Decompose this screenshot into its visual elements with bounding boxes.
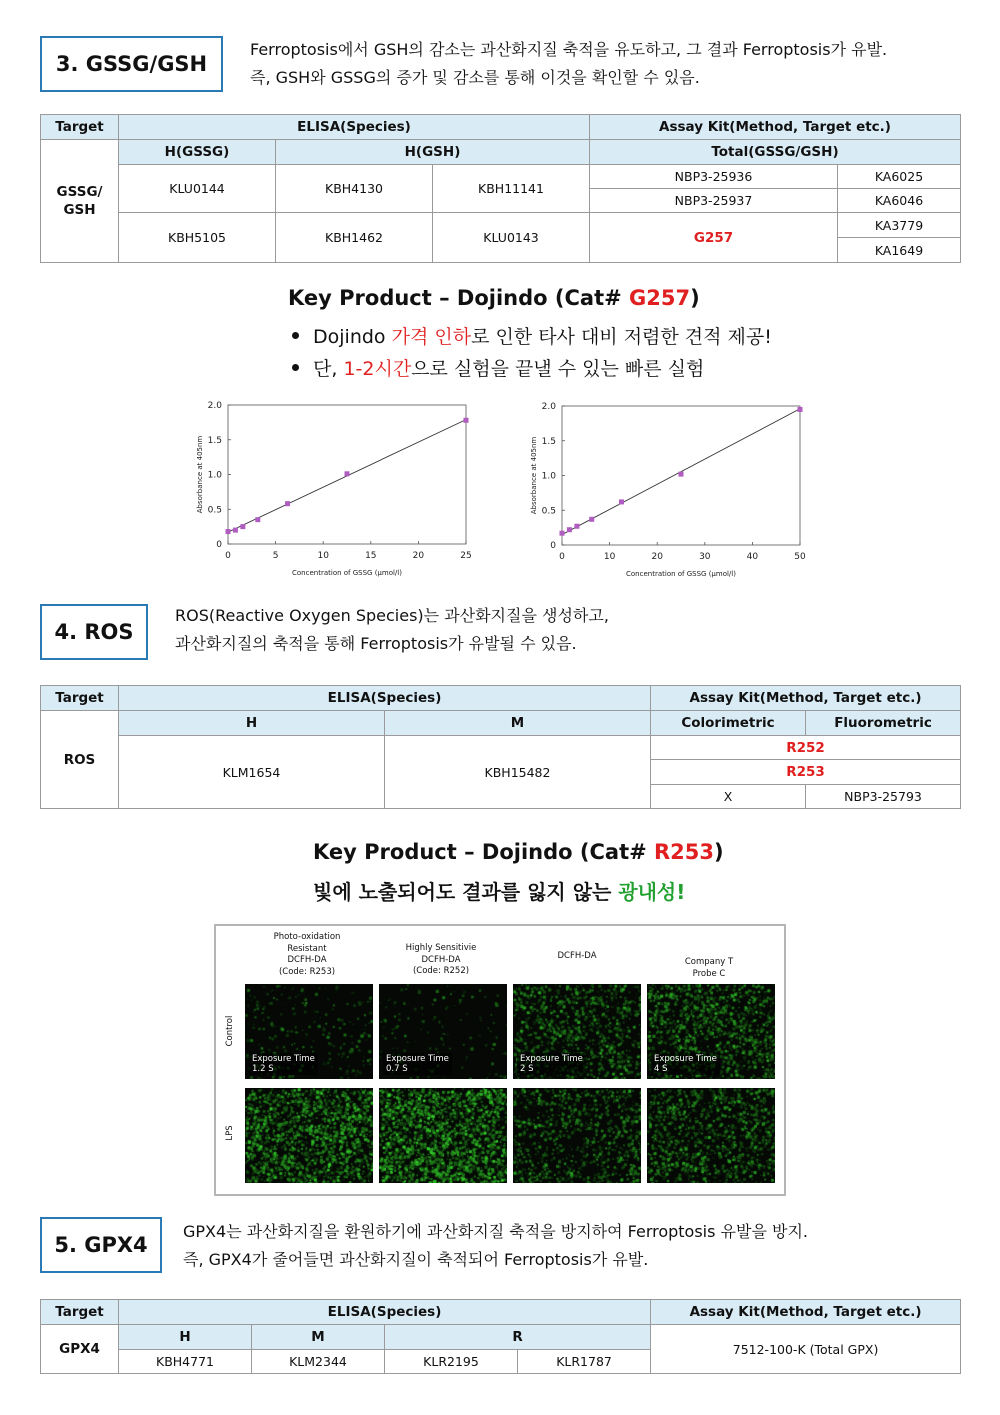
bullet-dot-icon — [292, 364, 299, 371]
th-m: M — [385, 711, 651, 736]
y-tick-label: 0 — [550, 541, 556, 551]
table-gpx4 — [40, 1299, 961, 1374]
y-tick-label: 1.0 — [207, 470, 222, 481]
table-cell: KBH15482 — [385, 736, 651, 809]
exposure-label: Exposure Time 0.7 S — [383, 1053, 452, 1075]
key-product-title-2 — [313, 840, 724, 864]
data-point — [233, 528, 238, 533]
section-title-gssg — [40, 36, 223, 92]
table-cell: NBP3-25937 — [590, 189, 838, 213]
key-product-title-1 — [288, 286, 700, 310]
kp2-title-cat: R253 — [654, 840, 715, 864]
key-product-subtitle-2 — [313, 876, 685, 905]
table-cell-r252: R252 — [651, 736, 961, 760]
kp1-bullet-2 — [292, 354, 704, 381]
td-target-gssg: GSSG/ GSH — [41, 140, 119, 263]
th-target: Target — [41, 1300, 119, 1325]
table-gssg — [40, 114, 961, 263]
kp1-title-post: ) — [690, 286, 700, 310]
table-cell: KBH11141 — [433, 165, 590, 213]
y-axis-label: Absorbance at 405nm — [530, 436, 538, 515]
section-desc-gpx4 — [183, 1218, 808, 1274]
b2-post: 으로 실험을 끝낼 수 있는 빠른 실험 — [411, 358, 705, 380]
table-cell: KA6046 — [838, 189, 961, 213]
b1-hl: 가격 인하 — [391, 326, 472, 348]
table-ros — [40, 685, 961, 809]
table-cell-r253: R253 — [651, 760, 961, 785]
fluorescence-figure — [214, 924, 786, 1196]
micrograph-panel — [245, 1088, 373, 1183]
th-elisa: ELISA(Species) — [119, 115, 590, 140]
x-tick-label: 25 — [460, 551, 472, 561]
x-tick-label: 15 — [365, 551, 377, 561]
table-cell: KLM1654 — [119, 736, 385, 809]
section-desc-ros — [175, 602, 609, 658]
desc-line-2: 즉, GPX4가 줄어들면 과산화지질이 축적되어 Ferroptosis가 유발. — [183, 1250, 649, 1269]
table-cell: KLR1787 — [518, 1350, 651, 1374]
x-tick-label: 50 — [794, 552, 806, 562]
table-cell: KLR2195 — [385, 1350, 518, 1374]
section-title-gssg-text: 3. GSSG/GSH — [55, 52, 208, 76]
table-cell: NBP3-25936 — [590, 165, 838, 189]
micrograph-panel — [513, 984, 641, 1079]
td-target-gpx4: GPX4 — [41, 1325, 119, 1374]
data-point — [560, 531, 565, 536]
y-tick-label: 0.5 — [207, 505, 222, 516]
data-point — [285, 501, 290, 506]
fig-col-label: Photo-oxidation Resistant DCFH-DA (Code: R253) — [273, 932, 341, 977]
table-cell: 7512-100-K (Total GPX) — [651, 1325, 961, 1374]
kp2-title-pre: Key Product – Dojindo (Cat# — [313, 840, 655, 864]
desc-line-2: 즉, GSH와 GSSG의 증가 및 감소를 통해 이것을 확인할 수 있음. — [250, 68, 700, 87]
table-cell: KA1649 — [838, 238, 961, 263]
x-tick-label: 30 — [699, 552, 711, 562]
section-title-gpx4 — [40, 1217, 162, 1273]
desc-line-1: GPX4는 과산화지질을 환원하기에 과산화지질 축적을 방지하여 Ferroptosis 유발을 방지. — [183, 1222, 809, 1241]
exposure-label: Exposure Time 1.2 S — [249, 1053, 318, 1075]
table-cell: KLM2344 — [252, 1350, 385, 1374]
x-tick-label: 5 — [272, 551, 279, 561]
table-cell: KBH1462 — [276, 213, 433, 263]
table-cell: KLU0144 — [119, 165, 276, 213]
th-target: Target — [41, 686, 119, 711]
data-point — [798, 407, 803, 412]
fig-col-label: DCFH-DA — [557, 951, 597, 961]
th-elisa: ELISA(Species) — [119, 686, 651, 711]
section-title-ros — [40, 604, 148, 660]
data-point — [619, 499, 624, 504]
data-point — [567, 527, 572, 532]
y-tick-label: 1.5 — [207, 435, 222, 446]
kp1-bullet-1 — [292, 322, 772, 349]
x-tick-label: 20 — [651, 552, 663, 562]
th-fluorometric: Fluorometric — [806, 711, 961, 736]
x-tick-label: 0 — [225, 551, 231, 561]
b2-pre: 단, — [313, 358, 344, 380]
kp2-title-post: ) — [714, 840, 724, 864]
micrograph-panel — [379, 984, 507, 1079]
x-axis-label: Concentration of GSSG (μmol/l) — [292, 569, 402, 577]
desc-line-1: ROS(Reactive Oxygen Species)는 과산화지질을 생성하고, — [175, 606, 609, 625]
section-title-ros-text: 4. ROS — [54, 620, 134, 644]
th-assay: Assay Kit(Method, Target etc.) — [651, 686, 961, 711]
th-h-gsh: H(GSH) — [276, 140, 590, 165]
table-cell: KBH4771 — [119, 1350, 252, 1374]
b1-post: 로 인한 타사 대비 저렴한 견적 제공! — [471, 326, 772, 348]
th-r: R — [385, 1325, 651, 1350]
table-cell: KA6025 — [838, 165, 961, 189]
th-m: M — [252, 1325, 385, 1350]
b1-pre: Dojindo — [313, 326, 392, 348]
standard-curve-chart-1 — [190, 395, 490, 585]
y-tick-label: 2.0 — [541, 402, 556, 412]
fig-row-label: Control — [225, 1015, 235, 1047]
table-cell: KBH4130 — [276, 165, 433, 213]
x-tick-label: 20 — [412, 551, 425, 561]
micrograph-panel — [647, 984, 775, 1079]
data-point — [589, 517, 594, 522]
table-cell: KBH5105 — [119, 213, 276, 263]
table-cell: KLU0143 — [433, 213, 590, 263]
data-point — [345, 471, 350, 476]
section-title-gpx4-text: 5. GPX4 — [54, 1233, 148, 1257]
data-point — [255, 517, 260, 522]
y-tick-label: 2.0 — [207, 401, 222, 411]
desc-line-1: Ferroptosis에서 GSH의 감소는 과산화지질 축적을 유도하고, 그 결과 Ferroptosis가 유발. — [250, 40, 888, 59]
table-cell: X — [651, 785, 806, 809]
th-h: H — [119, 1325, 252, 1350]
th-total: Total(GSSG/GSH) — [590, 140, 961, 165]
bullet-dot-icon — [292, 332, 299, 339]
table-cell-g257: G257 — [590, 213, 838, 263]
fig-row-label: LPS — [225, 1125, 235, 1141]
data-point — [240, 524, 245, 529]
x-tick-label: 0 — [559, 552, 565, 562]
x-tick-label: 10 — [603, 552, 616, 562]
y-tick-label: 0 — [216, 540, 222, 550]
x-axis-label: Concentration of GSSG (μmol/l) — [626, 570, 736, 578]
th-target: Target — [41, 115, 119, 140]
y-axis-label: Absorbance at 405nm — [196, 435, 204, 514]
y-tick-label: 1.0 — [541, 471, 556, 482]
standard-curve-chart-2 — [524, 396, 824, 586]
th-elisa: ELISA(Species) — [119, 1300, 651, 1325]
fig-col-label: Company T Probe C — [684, 957, 734, 979]
data-point — [226, 529, 231, 534]
kp1-title-cat: G257 — [629, 286, 691, 310]
td-target-ros: ROS — [41, 711, 119, 809]
data-point — [574, 524, 579, 529]
th-assay: Assay Kit(Method, Target etc.) — [651, 1300, 961, 1325]
table-cell: KA3779 — [838, 213, 961, 238]
micrograph-panel — [245, 984, 373, 1079]
th-h-gssg: H(GSSG) — [119, 140, 276, 165]
section-desc-gssg — [250, 36, 887, 92]
micrograph-panel — [647, 1088, 775, 1183]
kp2-sub-hl: 광내성! — [618, 880, 686, 904]
kp2-sub-pre: 빛에 노출되어도 결과를 잃지 않는 — [313, 880, 619, 904]
desc-line-2: 과산화지질의 축적을 통해 Ferroptosis가 유발될 수 있음. — [175, 634, 577, 653]
x-tick-label: 40 — [746, 552, 759, 562]
y-tick-label: 1.5 — [541, 436, 556, 447]
micrograph-panel — [379, 1088, 507, 1183]
b2-hl: 1-2시간 — [343, 358, 412, 380]
y-tick-label: 0.5 — [541, 506, 556, 517]
data-point — [679, 472, 684, 477]
kp1-title-pre: Key Product – Dojindo (Cat# — [288, 286, 630, 310]
th-assay: Assay Kit(Method, Target etc.) — [590, 115, 961, 140]
micrograph-panel — [513, 1088, 641, 1183]
th-colorimetric: Colorimetric — [651, 711, 806, 736]
data-point — [464, 418, 469, 423]
x-tick-label: 10 — [317, 551, 329, 561]
exposure-label: Exposure Time 2 S — [517, 1053, 586, 1075]
th-h: H — [119, 711, 385, 736]
exposure-label: Exposure Time 4 S — [651, 1053, 720, 1075]
table-cell: NBP3-25793 — [806, 785, 961, 809]
fig-col-label: Highly Sensitivie DCFH-DA (Code: R252) — [405, 943, 477, 976]
